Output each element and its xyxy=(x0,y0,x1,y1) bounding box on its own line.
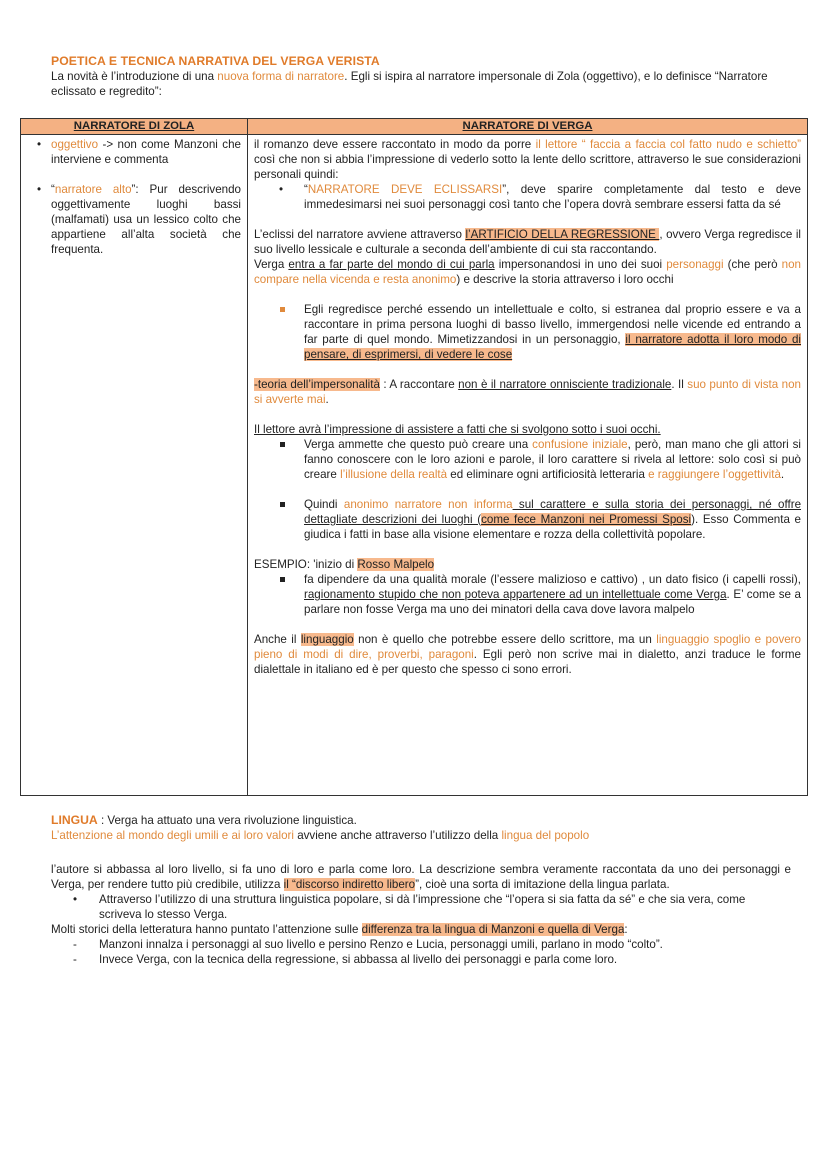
verga-p7-c: non è quello che potrebbe essere dello scrittore, ma un xyxy=(353,633,657,646)
verga-b3-f: e raggiungere l’oggettività xyxy=(648,468,781,481)
verga-p1-c: così che non si abbia l’impressione di vederlo sotto la lente dello scrittore, attraverso le sue considerazioni personali quindi: xyxy=(254,153,801,181)
verga-b3-b: confusione iniziale xyxy=(532,438,628,451)
zola-b2-text: ”: Pur descrivendo oggettivamente luoghi bassi (malfamati) usa un lessico colto che appartiene all’alta società che frequenta. xyxy=(51,183,241,256)
verga-p4-c: non è il narratore onnisciente tradizionale xyxy=(458,378,672,391)
table-header-row xyxy=(21,119,808,135)
zola-cell xyxy=(21,135,248,796)
sec2-bullet-text: Attraverso l’utilizzo di una struttura linguistica popolare, si dà l’impressione che “l’opera si sia fatta da sé” e che sia vera, come scriveva lo stesso Verga. xyxy=(99,893,746,921)
verga-p4-b: : A raccontare xyxy=(379,378,459,391)
intro-text-end: . Egli si ispira al narratore impersonale di Zola (oggettivo), e lo definisce “Narratore eclissato e regredito”: xyxy=(51,70,768,98)
sec2-p2-a: Molti storici della letteratura hanno puntato l’attenzione sulle xyxy=(51,923,362,936)
verga-p2 xyxy=(254,227,801,257)
bullet-dot: • xyxy=(279,183,284,196)
lingua-heading: LINGUA xyxy=(51,813,98,827)
verga-p3-e: (che però xyxy=(723,258,782,271)
lingua-l1: : Verga ha attuato una vera rivoluzione linguistica. xyxy=(97,814,357,827)
verga-bullet-3 xyxy=(254,437,801,482)
lingua-l2-a: L’attenzione al mondo degli umili e ai loro valori xyxy=(51,829,294,842)
verga-b4-e: ). Esso Commenta e giudica i fatti in base alla visione elementare e rozza della collettività popolare. xyxy=(304,513,802,541)
lingua-l2-c: lingua del popolo xyxy=(501,829,590,842)
header-verga: NARRATORE DI VERGA xyxy=(248,119,808,135)
verga-b1-a: “ xyxy=(304,183,308,196)
verga-b5-b: ragionamento stupido che non poteva appartenere ad un intellettuale come Verga xyxy=(304,588,727,601)
zola-oggettivo: oggettivo xyxy=(51,138,99,151)
verga-p3-f: non compare nella vicenda e resta anonimo xyxy=(254,258,801,286)
page-title: POETICA E TECNICA NARRATIVA DEL VERGA VERISTA xyxy=(51,54,380,68)
verga-p6-a: ESEMPIO: 'inizio di xyxy=(254,558,358,571)
bullet-dot: • xyxy=(73,893,78,906)
intro-paragraph xyxy=(51,69,791,99)
verga-p3-g: ) e descrive la storia attraverso i loro occhi xyxy=(456,273,674,286)
verga-b3-e: ed eliminare ogni artificiosità letteraria xyxy=(447,468,649,481)
narrator-comparison-table xyxy=(20,118,808,796)
verga-p4-a: -teoria dell’impersonalità xyxy=(254,378,380,391)
square-bullet-icon xyxy=(280,502,285,507)
lingua-section xyxy=(51,813,791,843)
verga-p2-a: L’eclissi del narratore avviene attraverso xyxy=(254,228,466,241)
verga-cell xyxy=(248,135,808,796)
verga-p2-b: l’ARTIFICIO DELLA REGRESSIONE xyxy=(465,228,660,241)
square-bullet-icon xyxy=(280,307,285,312)
verga-p1-a: il romanzo deve essere raccontato in modo da porre xyxy=(254,138,536,151)
lingua-line-1 xyxy=(51,813,791,828)
verga-p4-d: . Il xyxy=(671,378,688,391)
zola-b1-text: -> non come Manzoni che interviene e commenta xyxy=(51,138,241,166)
verga-b3-c: , però, man mano che gli attori si fanno conoscere con le loro azioni e parole, il loro carattere si rivela al lettore: solo così si può creare xyxy=(304,438,801,481)
lingua-l2-b: avviene anche attraverso l’utilizzo della xyxy=(293,829,502,842)
header-zola: NARRATORE DI ZOLA xyxy=(21,119,248,135)
verga-b2-a: Egli regredisce perché essendo un intellettuale e colto, si estranea dal proprio essere e va a raccontare in prima persona luoghi di basso livello, immergendosi nelle vicende ed entrando a far parte di quel mondo. Mimetizzandosi in un personaggio, xyxy=(304,303,801,346)
verga-b5-c: . E’ come se a parlare non fosse Verga ma uno dei minatori della cava dove lavora malpelo xyxy=(304,588,801,616)
verga-b4-b: anonimo narratore non informa xyxy=(343,498,513,511)
verga-p3-c: impersonandosi in uno dei suoi xyxy=(494,258,667,271)
zola-bullet-2 xyxy=(27,182,241,257)
verga-b3-g: . xyxy=(780,468,785,481)
sec2-p1-b: il “discorso indiretto libero xyxy=(283,878,416,891)
intro-highlight: nuova forma di narratore xyxy=(217,70,345,83)
zola-bullet-1 xyxy=(27,137,241,167)
dash-marker: - xyxy=(73,953,77,966)
verga-b4-d: come fece Manzoni nei Promessi Sposi xyxy=(481,513,692,526)
sec2-dash-2 xyxy=(51,952,791,967)
sec2-p2-b: differenza tra la lingua di Manzoni e quella di Verga xyxy=(361,923,625,936)
verga-p4-f: . xyxy=(325,393,329,406)
verga-p3-b: entra a far parte del mondo di cui parla xyxy=(288,258,495,271)
verga-p7 xyxy=(254,632,801,677)
verga-bullet-1 xyxy=(254,182,801,212)
verga-b5-a: fa dipendere da una qualità morale (l’essere malizioso e cattivo) , un dato fisico (i capelli rossi), xyxy=(304,573,801,586)
verga-p1 xyxy=(254,137,801,182)
lingua-line-2 xyxy=(51,828,791,843)
verga-b4-a: Quindi xyxy=(304,498,344,511)
verga-p4-e: suo punto di vista non si avverte mai xyxy=(254,378,801,406)
sec2-d2-text: Invece Verga, con la tecnica della regressione, si abbassa al livello dei personaggi e parla come loro. xyxy=(99,953,618,966)
table-body-row xyxy=(21,135,808,796)
verga-p4 xyxy=(254,377,801,407)
verga-p6 xyxy=(254,557,801,572)
verga-p7-e: . Egli però non scrive mai in dialetto, anzi traduce le forme dialettale in italiano ed è per questo che spesso ci sono errori. xyxy=(254,648,802,676)
sec2-p2 xyxy=(51,922,791,937)
verga-b3-a: Verga ammette che questo può creare una xyxy=(304,438,533,451)
sec2-p1-c: ”, cioè una sorta di imitazione della lingua parlata. xyxy=(415,878,670,891)
verga-bullet-5 xyxy=(254,572,801,617)
verga-p1-b: il lettore “ faccia a faccia col fatto nudo e schietto” xyxy=(535,138,802,151)
verga-b1-b: NARRATORE DEVE ECLISSARSI xyxy=(307,183,503,196)
language-details-section xyxy=(51,862,791,967)
sec2-bullet xyxy=(51,892,791,922)
verga-b4-c: sul carattere e sulla storia dei personaggi, né offre dettagliate descrizioni dei luoghi ( xyxy=(304,498,802,526)
bullet-dot: • xyxy=(37,138,42,151)
square-bullet-icon xyxy=(280,577,285,582)
zola-narratore-alto: narratore alto xyxy=(54,183,132,196)
verga-bullet-4 xyxy=(254,497,801,542)
zola-quote-open: “ xyxy=(51,183,55,196)
sec2-dash-1 xyxy=(51,937,791,952)
verga-p5: Il lettore avrà l’impressione di assistere a fatti che si svolgono sotto i suoi occhi. xyxy=(254,423,661,436)
verga-p2-c: , ovvero Verga regredisce il suo livello lessicale e culturale a seconda dell’ambiente di cui sta raccontando. xyxy=(254,228,801,256)
sec2-d1-text: Manzoni innalza i personaggi al suo livello e persino Renzo e Lucia, personaggi umili, parlano in modo “colto”. xyxy=(99,938,663,951)
intro-text: La novità è l’introduzione di una xyxy=(51,70,218,83)
verga-p3-d: personaggi xyxy=(666,258,724,271)
verga-p3 xyxy=(254,257,801,287)
square-bullet-icon xyxy=(280,442,285,447)
verga-b1-c: ”, deve sparire completamente dal testo e deve immedesimarsi nei suoi personaggi così tanto che l’opera dovrà sembrare essersi fatta da sé xyxy=(304,183,801,211)
sec2-p2-c: : xyxy=(624,923,628,936)
verga-p7-d: linguaggio spoglio e povero pieno di modi di dire, proverbi, paragoni xyxy=(254,633,801,661)
verga-p6-b: Rosso Malpelo xyxy=(357,558,435,571)
verga-p3-a: Verga xyxy=(254,258,289,271)
bullet-dot: • xyxy=(37,183,42,196)
verga-b3-d: l’illusione della realtà xyxy=(340,468,448,481)
verga-b2-b: il narratore adotta il loro modo di pensare, di esprimersi, di vedere le cose xyxy=(304,333,801,361)
sec2-p1-a: l’autore si abbassa al loro livello, si fa uno di loro e parla come loro. La descrizione sembra veramente raccontata da uno dei personaggi e Verga, per rendere tutto più credibile, utilizza xyxy=(51,863,791,891)
verga-p7-a: Anche il xyxy=(254,633,301,646)
verga-bullet-2 xyxy=(254,302,801,362)
verga-p7-b: linguaggio xyxy=(300,633,354,646)
dash-marker: - xyxy=(73,938,77,951)
sec2-p1 xyxy=(51,862,791,892)
